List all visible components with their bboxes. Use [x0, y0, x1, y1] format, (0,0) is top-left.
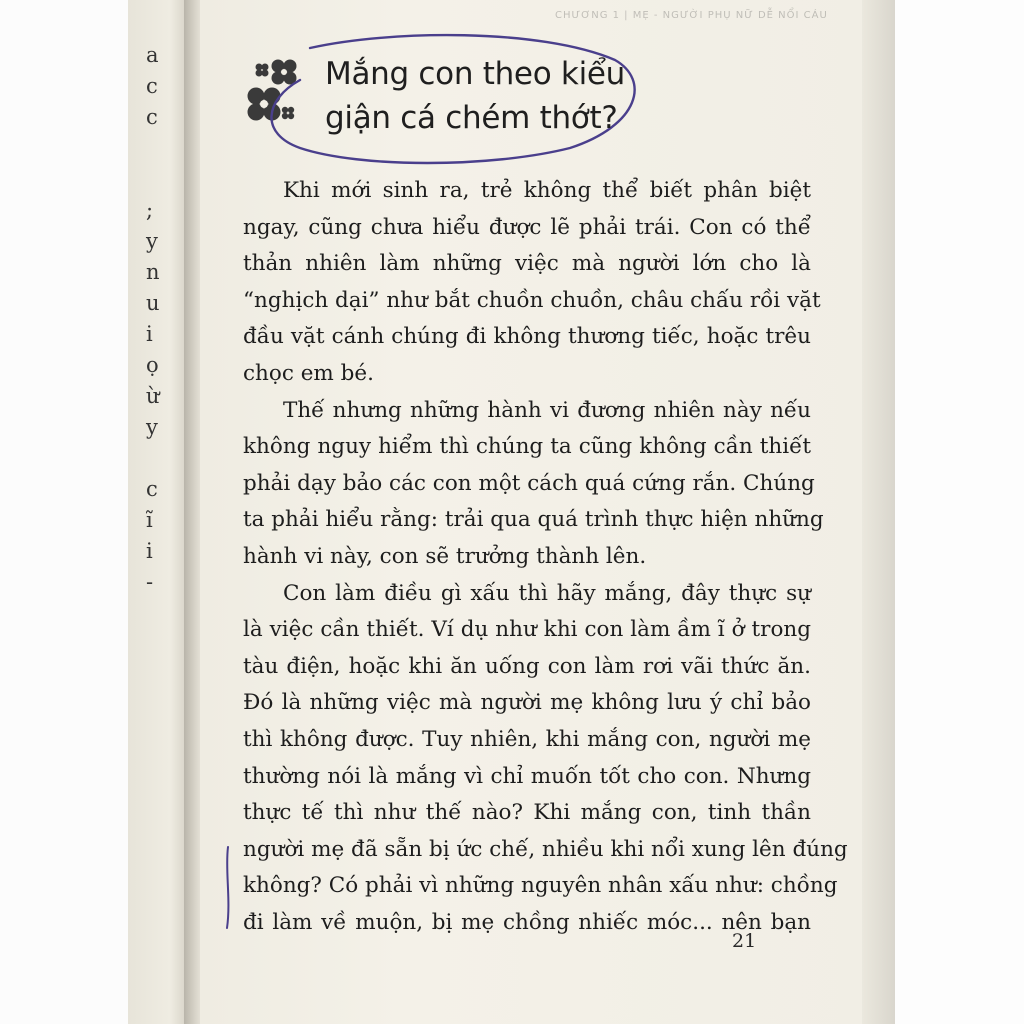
body-line: hành vi này, con sẽ trưởng thành lên. — [243, 543, 647, 569]
edge-letter: - — [146, 570, 154, 594]
edge-letter: u — [146, 291, 160, 315]
body-line: tàu điện, hoặc khi ăn uống con làm rơi vãi thức ăn. — [243, 653, 811, 679]
previous-page-letters — [146, 40, 176, 753]
edge-letter — [146, 629, 176, 660]
edge-letter: ừ — [146, 384, 160, 408]
body-line: thường nói là mắng vì chỉ muốn tốt cho con. Nhưng — [243, 763, 811, 789]
body-line: là việc cần thiết. Ví dụ như khi con làm ầm ĩ ở trong — [243, 617, 811, 643]
chapter-title — [325, 52, 645, 140]
edge-letter: y — [146, 415, 158, 439]
edge-letter: y — [146, 229, 158, 253]
body-line: phải dạy bảo các con một cách quá cứng rắn. Chúng — [243, 470, 815, 496]
body-line: không nguy hiểm thì chúng ta cũng không cần thiết — [243, 434, 811, 460]
body-line: ta phải hiểu rằng: trải qua quá trình thực hiện những — [243, 507, 824, 533]
edge-letter: ; — [146, 198, 154, 222]
edge-letter — [146, 691, 176, 722]
page-number: 21 — [732, 930, 757, 952]
edge-letter: ĩ — [146, 508, 153, 532]
edge-letter: n — [146, 260, 160, 284]
edge-letter: i — [146, 539, 153, 563]
edge-letter — [146, 164, 176, 195]
body-line: Đó là những việc mà người mẹ không lưu ý chỉ bảo — [243, 690, 811, 716]
body-line: thì không được. Tuy nhiên, khi mắng con, người mẹ — [243, 726, 811, 752]
table-surface — [895, 0, 1024, 1024]
body-line: thực tế thì như thế nào? Khi mắng con, tinh thần — [243, 800, 811, 826]
body-line: đi làm về muộn, bị mẹ chồng nhiếc móc... nên bạn — [243, 909, 811, 935]
body-line: người mẹ đã sẵn bị ức chế, nhiều khi nổi xung lên đúng — [243, 836, 848, 862]
body-line: ngay, cũng chưa hiểu được lẽ phải trái. Con có thể — [243, 214, 811, 240]
edge-letter — [146, 722, 176, 753]
edge-letter — [146, 443, 176, 474]
body-line: “nghịch dại” như bắt chuồn chuồn, châu chấu rồi vặt — [243, 287, 821, 313]
body-line: Con làm điều gì xấu thì hãy mắng, đây thực sự — [283, 580, 811, 606]
edge-letter: c — [146, 74, 158, 98]
body-line: Thế nhưng những hành vi đương nhiên này nếu — [283, 397, 811, 423]
body-line: Khi mới sinh ra, trẻ không thể biết phân biệt — [283, 178, 811, 203]
edge-letter: c — [146, 105, 158, 129]
edge-letter: ọ — [146, 353, 159, 377]
pen-margin-mark — [222, 845, 234, 930]
title-line-2: giận cá chém thớt? — [325, 100, 618, 136]
body-line: đầu vặt cánh chúng đi không thương tiếc, hoặc trêu — [243, 324, 811, 350]
body-line: thản nhiên làm những việc mà người lớn cho là — [243, 251, 811, 277]
body-line: chọc em bé. — [243, 360, 374, 386]
title-line-1: Mắng con theo kiểu — [325, 56, 626, 92]
edge-letter — [146, 133, 176, 164]
body-line: không? Có phải vì những nguyên nhân xấu như: chồng — [243, 873, 838, 899]
edge-letter: i — [146, 322, 153, 346]
body-text — [243, 173, 848, 941]
edge-letter: a — [146, 43, 159, 67]
edge-letter — [146, 598, 176, 629]
running-head: CHƯƠNG 1 | MẸ - NGƯỜI PHỤ NỮ DỄ NỔI CÁU — [555, 10, 828, 21]
edge-letter — [146, 660, 176, 691]
edge-letter: c — [146, 477, 158, 501]
